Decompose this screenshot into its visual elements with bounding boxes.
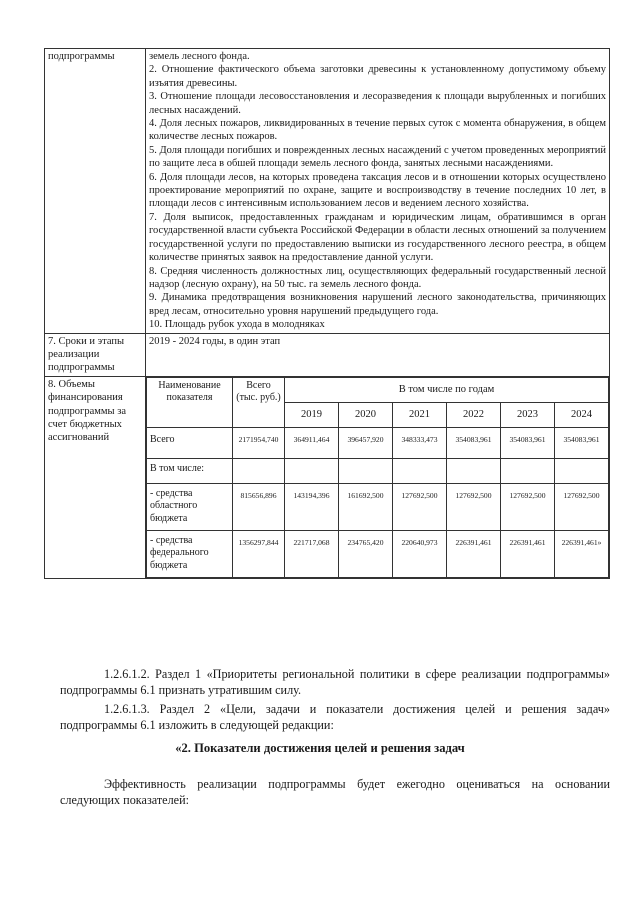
total-label: Всего xyxy=(147,427,233,458)
federal-year-value: 226391,461 xyxy=(501,530,555,577)
timeline-value: 2019 - 2024 годы, в один этап xyxy=(146,333,610,376)
total-sum: 2171954,740 xyxy=(233,427,285,458)
criteria-item: земель лесного фонда. xyxy=(149,51,250,62)
total-year-value: 354083,961 xyxy=(447,427,501,458)
regional-year-value: 127692,500 xyxy=(447,483,501,530)
total-year-value: 396457,920 xyxy=(339,427,393,458)
incl-label: В том числе: xyxy=(147,458,233,483)
funding-label: 8. Объемы финансирования подпрограммы за счет бюджетных ассигнований xyxy=(45,376,146,578)
paragraph-effectiveness: Эффективность реализации подпрограммы будет ежегодно оцениваться на основании следующих показателей: xyxy=(60,777,610,807)
funding-total-row xyxy=(147,427,609,458)
total-year-value: 354083,961 xyxy=(555,427,609,458)
year-cell: 2024 xyxy=(555,402,609,427)
funding-regional-row xyxy=(147,483,609,530)
year-cell: 2020 xyxy=(339,402,393,427)
regional-sum: 815656,896 xyxy=(233,483,285,530)
funding-federal-row xyxy=(147,530,609,577)
total-year-value: 354083,961 xyxy=(501,427,555,458)
criteria-item: 8. Средняя численность должностных лиц, осуществляющих федеральный государственный лесной надзор (лесную охрану), на 50 тыс. га земель лесного фонда. xyxy=(149,265,606,290)
total-year-value: 364911,464 xyxy=(285,427,339,458)
criteria-item: 7. Доля выписок, предоставленных гражданам и юридическим лицам, обратившимся в орган государственной власти субъекта Российской Федерации в области лесных отношений за получением государственной услуги по предоставлению выписки из государственного лесного реестра, в общем количестве принятых заявок на предоставление данной услуги. xyxy=(149,211,606,264)
criteria-row xyxy=(45,49,610,334)
timeline-label: 7. Сроки и этапы реализации подпрограммы xyxy=(45,333,146,376)
criteria-item: 10. Площадь рубок ухода в молодняках xyxy=(149,319,325,331)
funding-incl-row xyxy=(147,458,609,483)
funding-cell xyxy=(146,376,610,578)
criteria-item: 2. Отношение фактического объема заготовки древесины к установленному допустимому объему изъятия древесины. xyxy=(149,64,606,89)
paragraph-section-1-repeal: 1.2.6.1.2. Раздел 1 «Приоритеты региональной политики в сфере реализации подпрограммы» подпрограммы 6.1 признать утратившим силу. xyxy=(60,667,610,697)
year-cell: 2022 xyxy=(447,402,501,427)
header-name: Наименование показателя xyxy=(147,377,233,427)
federal-year-value: 226391,461» xyxy=(555,530,609,577)
regional-year-value: 143194,396 xyxy=(285,483,339,530)
header-by-year: В том числе по годам xyxy=(285,377,609,402)
year-cell: 2023 xyxy=(501,402,555,427)
funding-header-row xyxy=(147,377,609,402)
federal-year-value: 220640,973 xyxy=(393,530,447,577)
criteria-item: 3. Отношение площади лесовосстановления и лесоразведения к площади вырубленных и погибших лесных насаждений. xyxy=(149,91,606,116)
section-heading: «2. Показатели достижения целей и решения задач xyxy=(175,741,465,755)
program-passport-table xyxy=(44,48,610,579)
regional-label: - средства областного бюджета xyxy=(147,483,233,530)
header-total: Всего (тыс. руб.) xyxy=(233,377,285,427)
criteria-item: 9. Динамика предотвращения возникновения нарушений лесного законодательства, причиняющих вред лесам, относительно уровня нарушений предыдущего года. xyxy=(149,292,606,317)
timeline-row xyxy=(45,333,610,376)
criteria-item: 6. Доля площади лесов, на которых проведена таксация лесов и в отношении которых осуществлено проектирование мероприятий по охране, защите и воспроизводству в течение последних 10 лет, в площади лесов с интенсивным использованием лесов и ведением лесного хозяйства. xyxy=(149,171,606,210)
federal-label: - средства федерального бюджета xyxy=(147,530,233,577)
regional-year-value: 127692,500 xyxy=(501,483,555,530)
federal-year-value: 221717,068 xyxy=(285,530,339,577)
criteria-list xyxy=(146,49,610,334)
paragraph-section-2-amend: 1.2.6.1.3. Раздел 2 «Цели, задачи и показатели достижения целей и решения задач» подпрограммы 6.1 изложить в следующей редакции: xyxy=(60,702,610,732)
funding-row xyxy=(45,376,610,578)
criteria-row-label: подпрограммы xyxy=(45,49,146,334)
regional-year-value: 161692,500 xyxy=(339,483,393,530)
federal-sum: 1356297,844 xyxy=(233,530,285,577)
funding-table xyxy=(146,377,609,578)
regional-year-value: 127692,500 xyxy=(555,483,609,530)
regional-year-value: 127692,500 xyxy=(393,483,447,530)
year-cell: 2019 xyxy=(285,402,339,427)
total-year-value: 348333,473 xyxy=(393,427,447,458)
federal-year-value: 226391,461 xyxy=(447,530,501,577)
criteria-item: 4. Доля лесных пожаров, ликвидированных в течение первых суток с момента обнаружения, в общем количестве лесных пожаров. xyxy=(149,118,606,143)
year-cell: 2021 xyxy=(393,402,447,427)
federal-year-value: 234765,420 xyxy=(339,530,393,577)
criteria-item: 5. Доля площади погибших и поврежденных лесных насаждений с учетом проведенных мероприятий по защите леса в обшей площади земель лесного фонда, занятых лесными насаждениями. xyxy=(149,144,606,170)
